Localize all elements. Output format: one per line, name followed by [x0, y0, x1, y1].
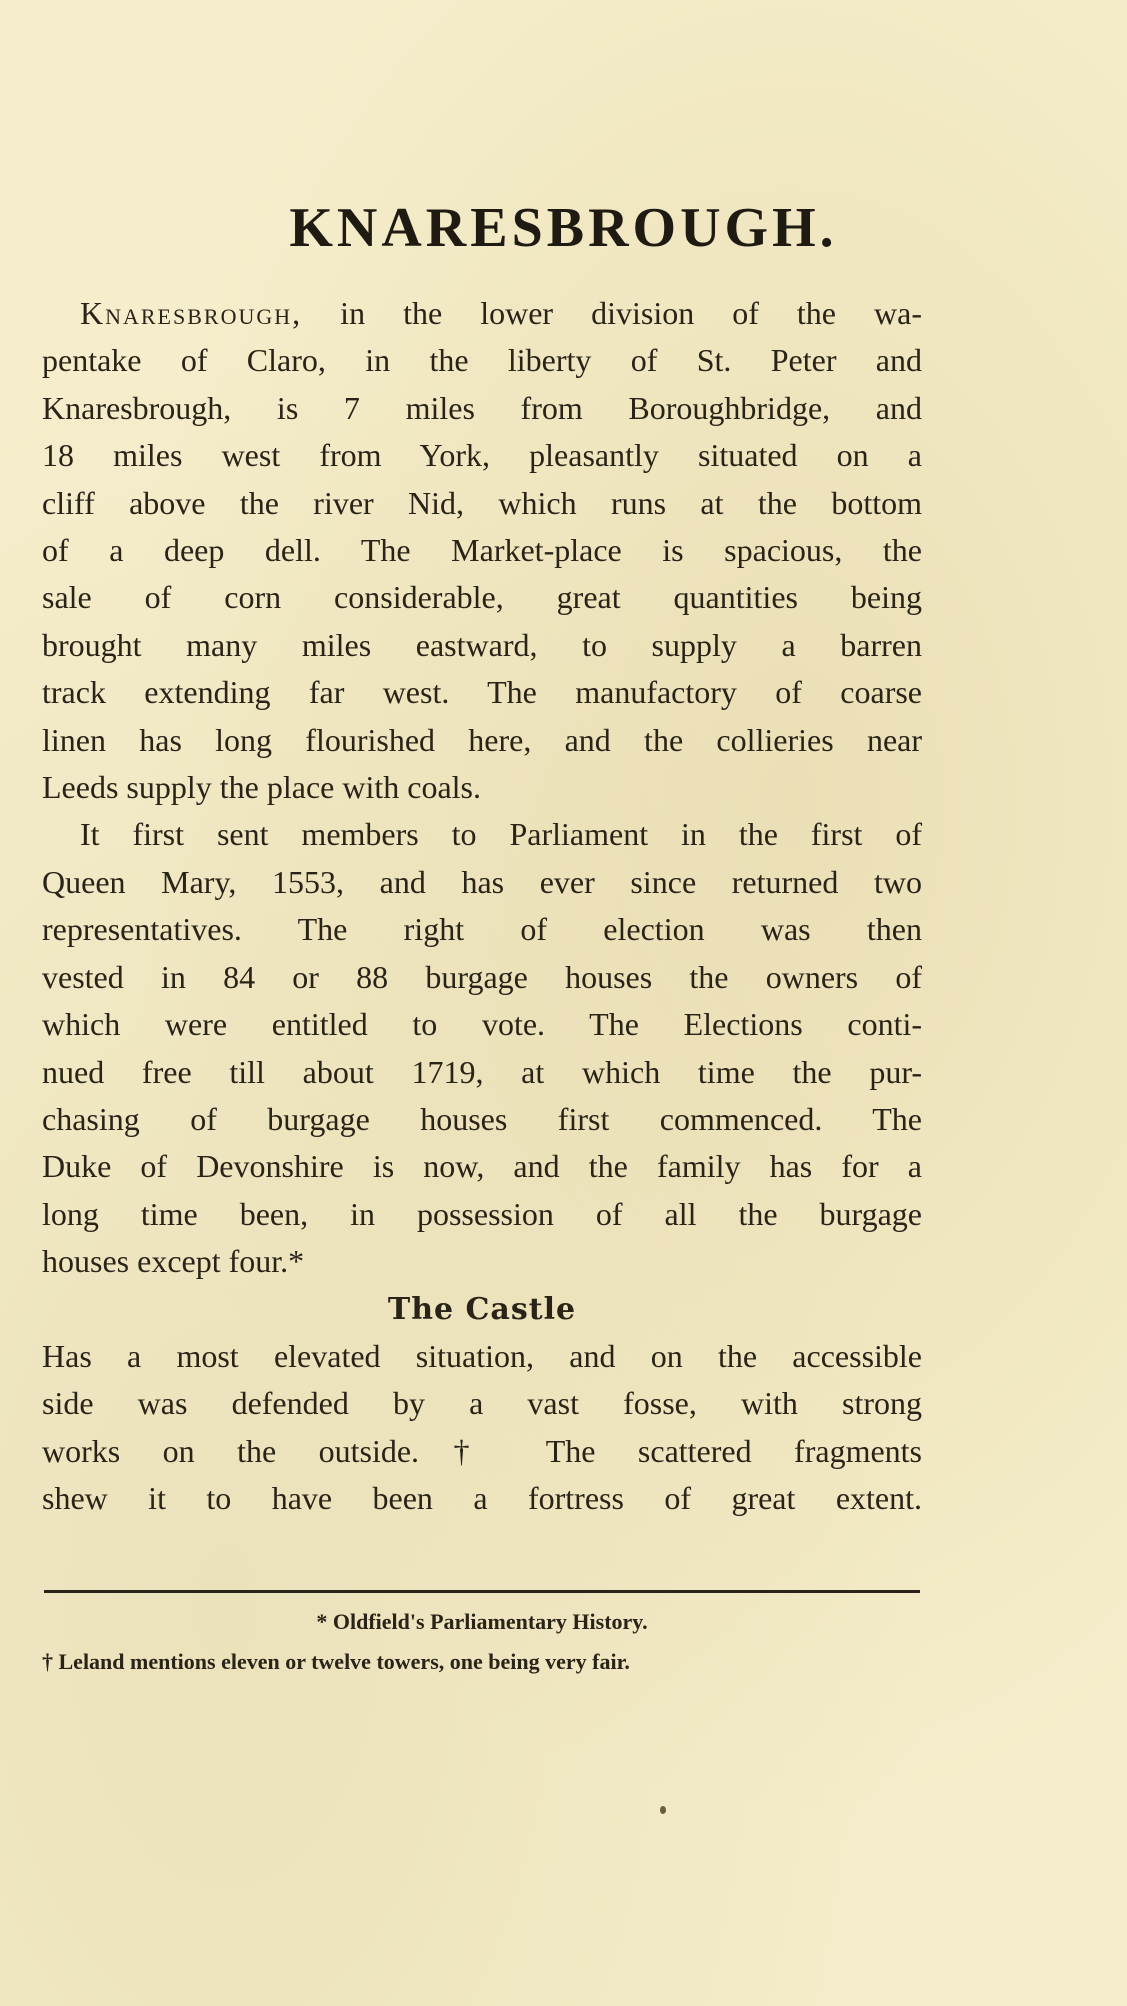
paragraph-1-line: cliff above the river Nid, which runs at the bottom: [42, 484, 922, 521]
paragraph-3-line: shew it to have been a fortress of great extent.: [42, 1480, 922, 1517]
paragraph-1-line: brought many miles eastward, to supply a barren: [42, 626, 922, 663]
ink-speck: [660, 1806, 666, 1814]
main-text: [42, 290, 922, 1523]
paragraph-2-line: nued free till about 1719, at which time the pur-: [42, 1053, 922, 1090]
paragraph-1-line: Knaresbrough, is 7 miles from Boroughbridge, and: [42, 389, 922, 426]
section-heading: The Castle: [387, 1291, 577, 1327]
paragraph-1-line: track extending far west. The manufactory of coarse: [42, 674, 922, 711]
paragraph-1-line-1: Knaresbrough, in the lower division of the wa-: [80, 295, 923, 331]
paragraph-1-line: linen has long flourished here, and the collieries near: [42, 721, 922, 758]
paragraph-3-line: side was defended by a vast fosse, with strong: [42, 1385, 922, 1422]
page-title: KNARESBROUGH.: [289, 197, 838, 259]
paragraph-1-line: of a deep dell. The Market-place is spacious, the: [42, 532, 922, 569]
paragraph-1-line: 18 miles west from York, pleasantly situated on a: [42, 437, 922, 474]
paragraph-2-line: Duke of Devonshire is now, and the family has for a: [42, 1148, 922, 1185]
paragraph-1-line: pentake of Claro, in the liberty of St. Peter and: [42, 342, 922, 379]
paragraph-2-line: houses except four.*: [42, 1243, 305, 1280]
paragraph-3-line: Has a most elevated situation, and on the accessible: [42, 1337, 922, 1374]
paragraph-3-line: works on the outside.† The scattered fragments: [42, 1432, 922, 1469]
paragraph-1-line: sale of corn considerable, great quantities being: [42, 579, 922, 616]
footnote-2: † Leland mentions eleven or twelve towers, one being very fair.: [42, 1649, 630, 1674]
footnotes: [42, 1602, 922, 1682]
paragraph-2-line: vested in 84 or 88 burgage houses the owners of: [42, 958, 922, 995]
paragraph-2-line: It first sent members to Parliament in the first of: [80, 816, 922, 853]
paragraph-2-line: representatives. The right of election was then: [42, 911, 922, 948]
paragraph-2-line: long time been, in possession of all the burgage: [42, 1195, 922, 1232]
footnote-rule: [44, 1590, 920, 1593]
lead-word: Knaresbrough,: [80, 295, 303, 331]
paragraph-2-line: Queen Mary, 1553, and has ever since returned two: [42, 863, 922, 900]
paragraph-1-line: Leeds supply the place with coals.: [42, 769, 481, 806]
paragraph-2-line: chasing of burgage houses first commenced. The: [42, 1100, 922, 1137]
paragraph-2-line: which were entitled to vote. The Elections conti-: [42, 1006, 922, 1043]
footnote-1: * Oldfield's Parliamentary History.: [316, 1609, 648, 1634]
